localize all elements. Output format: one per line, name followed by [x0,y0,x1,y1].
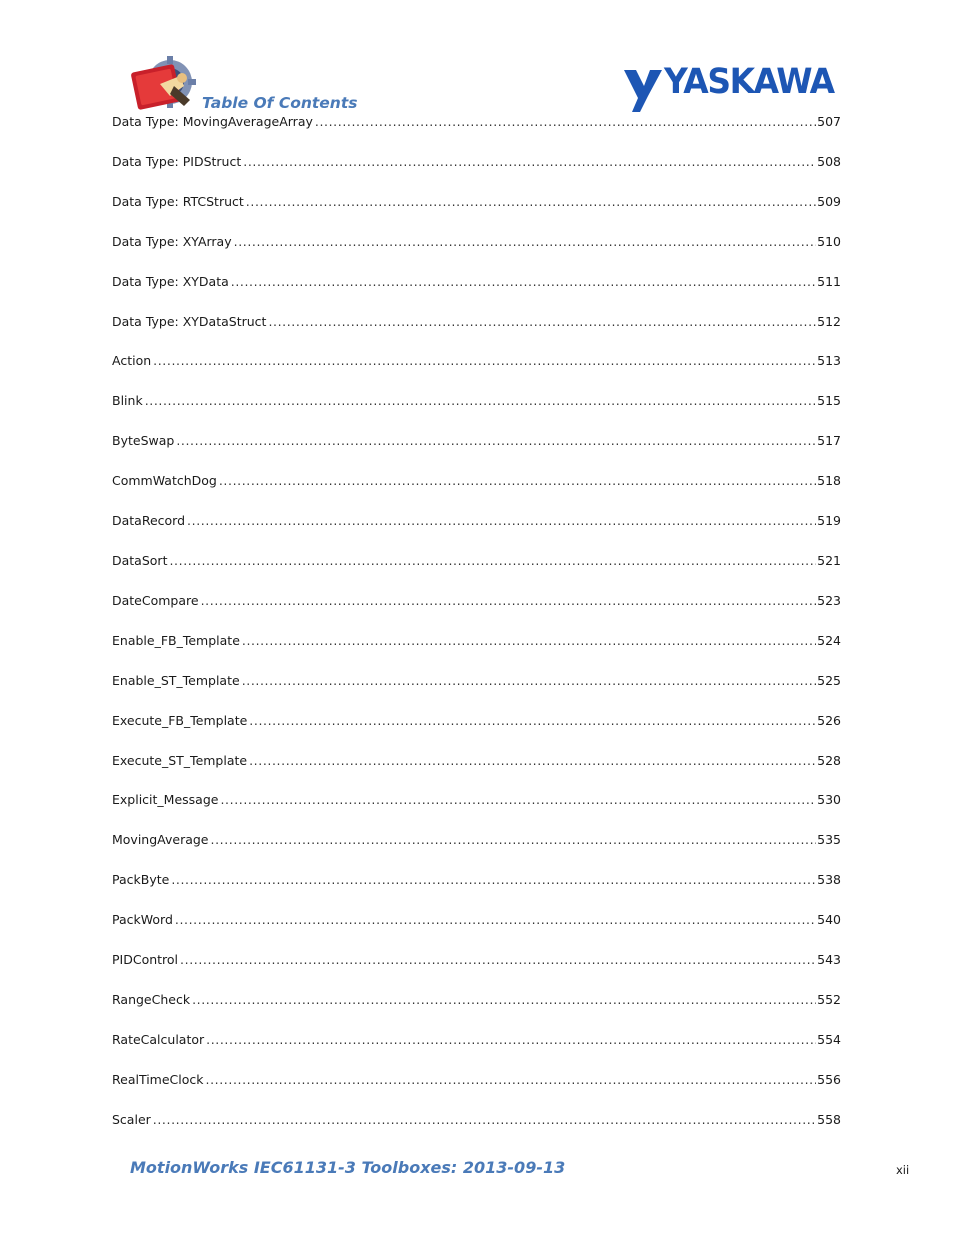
toc-entry-page: 507 [817,114,841,129]
toc-leader-dots [153,351,816,371]
toc-entry-title: Execute_FB_Template [112,712,248,728]
toc-entry-page: 517 [817,433,841,449]
toc-leader-dots [206,1070,817,1090]
footer-title: MotionWorks IEC61131-3 Toolboxes: 2013-09-13 [130,1158,566,1177]
toc-entry-page: 554 [817,1031,841,1047]
toc-entry-page: 523 [817,592,841,608]
toc-entry-title: Data Type: RTCStruct [112,193,244,209]
toc-entry-page: 535 [817,832,841,848]
toolbox-logo-icon [130,56,200,112]
toc-leader-dots [180,950,816,970]
toc-leader-dots [246,192,816,212]
page-number: xii [896,1163,910,1177]
toc-leader-dots [176,431,816,451]
toc-leader-dots [175,910,816,930]
toc-entry[interactable] [112,1070,841,1110]
toc-entry-title: PIDControl [112,952,179,968]
toc-entry[interactable] [112,272,841,312]
toc-entry-page: 524 [817,632,841,648]
toc-entry[interactable] [112,950,841,990]
toc-entry-title: Scaler [112,1111,151,1127]
toc-entry-page: 528 [817,752,841,768]
toc-entry-page: 525 [817,672,841,688]
toc-entry-title: RateCalculator [112,1031,205,1047]
toc-entry-title: Data Type: XYData [112,273,229,289]
toc-entry-title: DateCompare [112,592,199,608]
toc-entry-page: 519 [817,513,841,529]
toc-entry-page: 530 [817,792,841,808]
toc-entry-title: DataRecord [112,513,186,529]
toc-leader-dots [192,990,816,1010]
toc-entry[interactable] [112,870,841,910]
toc-entry[interactable] [112,391,841,431]
toc-entry[interactable] [112,431,841,471]
toc-leader-dots [169,551,816,571]
toc-entry-page: 558 [817,1111,841,1127]
toc-entry-page: 552 [817,991,841,1007]
toc-entry-title: Enable_FB_Template [112,632,240,648]
toc-entry-page: 509 [817,193,841,209]
toc-entry-title: PackByte [112,872,170,888]
toc-entry-title: DataSort [112,552,168,568]
toc-entry[interactable] [112,551,841,591]
toc-entry-page: 518 [817,473,841,489]
toc-entry[interactable] [112,671,841,711]
toc-entry[interactable] [112,910,841,950]
toc-entry-title: Data Type: XYDataStruct [112,313,267,329]
toc-leader-dots [249,751,816,771]
toc-entry[interactable] [112,1110,841,1150]
toc-entry[interactable] [112,751,841,791]
toc-entry[interactable] [112,631,841,671]
toc-leader-dots [206,1030,816,1050]
toc-entry[interactable] [112,711,841,751]
toc-leader-dots [315,112,816,132]
toc-leader-dots [268,312,816,332]
toc-entry[interactable] [112,192,841,232]
toc-entry[interactable] [112,790,841,830]
toc-entry-page: 526 [817,712,841,728]
toc-entry-title: PackWord [112,912,173,928]
toc-entry[interactable] [112,112,841,152]
toc-leader-dots [153,1110,816,1130]
toc-entry-page: 512 [817,313,841,329]
toc-leader-dots [249,711,816,731]
toc-leader-dots [243,152,816,172]
toc-entry[interactable] [112,511,841,551]
toc-entry[interactable] [112,471,841,511]
toc-leader-dots [211,830,817,850]
toc-leader-dots [234,232,817,252]
toc-entry-title: Data Type: MovingAverageArray [112,114,313,129]
toc-entry-title: Execute_ST_Template [112,752,248,768]
toc-entry[interactable] [112,591,841,631]
toc-entry-title: Data Type: XYArray [112,233,232,249]
toc-entry-title: RealTimeClock [112,1071,204,1087]
toc-entry-title: Action [112,353,152,369]
toc-entry-page: 510 [817,233,841,249]
toc-leader-dots [219,471,816,491]
brand-name: YASKAWA [664,62,834,102]
toc-entry[interactable] [112,351,841,391]
toc-leader-dots [201,591,817,611]
toc-entry-page: 508 [817,153,841,169]
toc-leader-dots [171,870,816,890]
toc-entry[interactable] [112,232,841,272]
toc-leader-dots [187,511,816,531]
toc-entry-title: Blink [112,393,143,409]
toc-entry-page: 543 [817,952,841,968]
toc-entry-title: Data Type: PIDStruct [112,153,242,169]
toc-leader-dots [242,631,816,651]
toc-entry[interactable] [112,1030,841,1070]
toc-entry-page: 521 [817,552,841,568]
toc-leader-dots [145,391,816,411]
toc-entry-page: 540 [817,912,841,928]
toc-entry-title: MovingAverage [112,832,209,848]
toc-entry[interactable] [112,312,841,352]
toc-entry-title: CommWatchDog [112,473,217,489]
toc-leader-dots [242,671,816,691]
toc-leader-dots [220,790,816,810]
toc-entry-page: 538 [817,872,841,888]
toc-entry[interactable] [112,830,841,870]
page-title: Table Of Contents [202,94,358,112]
toc-leader-dots [231,272,816,292]
toc-entry-title: Explicit_Message [112,792,219,808]
toc-entry-page: 513 [817,353,841,369]
toc-entry-title: ByteSwap [112,433,175,449]
toc-entry-page: 556 [817,1071,841,1087]
toc-entry-page: 515 [817,393,841,409]
toc-entry-page: 511 [817,273,841,289]
toc-list [112,112,841,1150]
toc-entry-title: RangeCheck [112,991,191,1007]
toc-entry[interactable] [112,990,841,1030]
toc-entry[interactable] [112,152,841,192]
toc-entry-title: Enable_ST_Template [112,672,240,688]
